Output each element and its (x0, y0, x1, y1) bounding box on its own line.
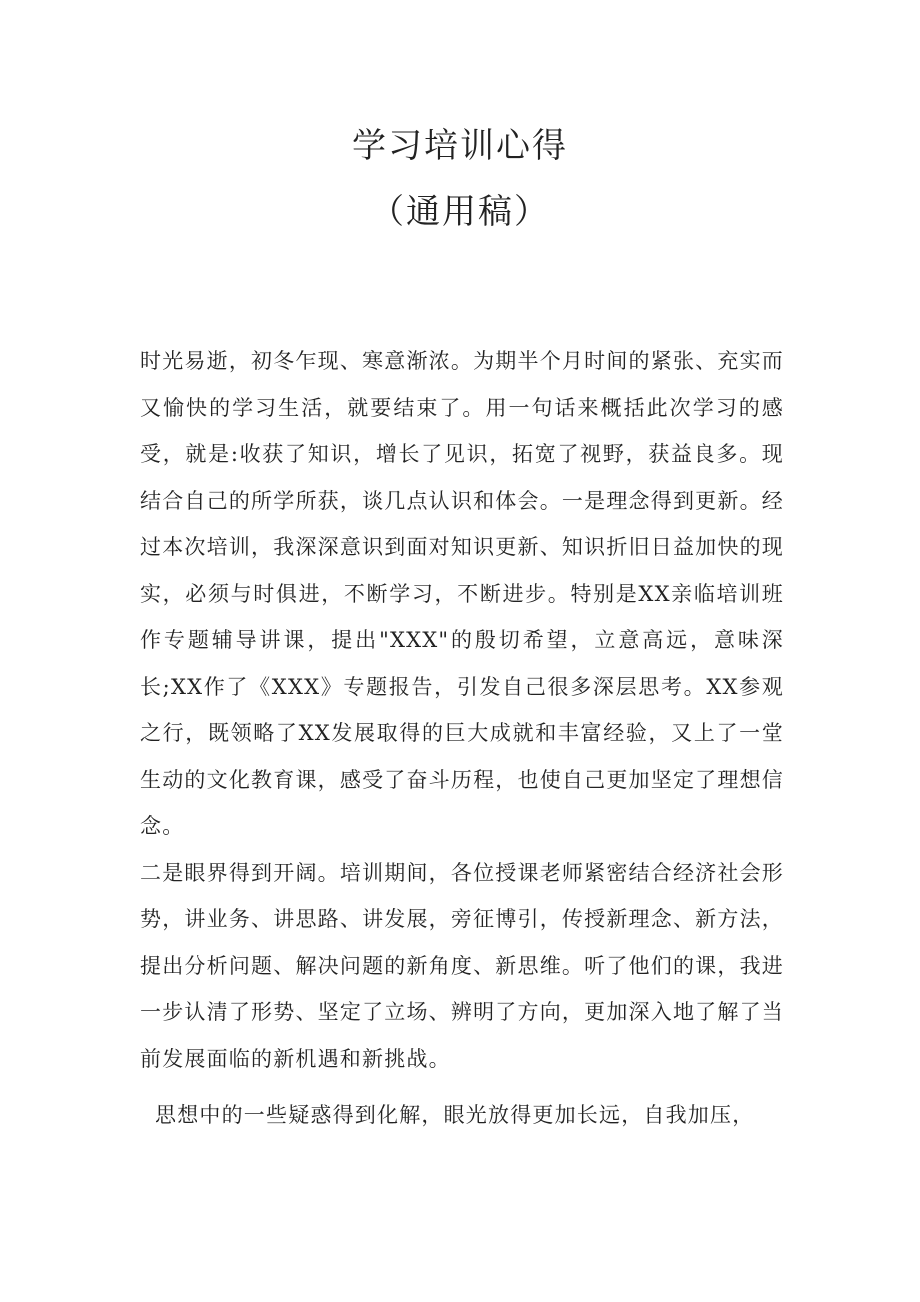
paragraph-3: 思想中的一些疑惑得到化解，眼光放得更加长远，自我加压， (155, 1103, 755, 1127)
paragraph-2: 二是眼界得到开阔。培训期间，各位授课老师紧密结合经济社会形势，讲业务、讲思路、讲发展，旁征博引，传授新理念、新方法，提出分析问题、解决问题的新角度、新思维。听了他们的课，我进一步认清了形势、坚定了立场、辨明了方向，更加深入地了解了当前发展面临的新机遇和新挑战。 (140, 860, 784, 1071)
document-body (140, 338, 784, 1139)
paragraph-1: 时光易逝，初冬乍现、寒意渐浓。为期半个月时间的紧张、充实而又愉快的学习生活，就要结束了。用一句话来概括此次学习的感受，就是:收获了知识，增长了见识，拓宽了视野，获益良多。现结合自己的所学所获，谈几点认识和体会。一是理念得到更新。经过本次培训，我深深意识到面对知识更新、知识折旧日益加快的现实，必须与时俱进，不断学习，不断进步。特别是XX亲临培训班作专题辅导讲课，提出"XXX"的殷切希望，立意高远，意味深长;XX作了《XXX》专题报告，引发自己很多深层思考。XX参观之行，既领略了XX发展取得的巨大成就和丰富经验，又上了一堂生动的文化教育课，感受了奋斗历程，也使自己更加坚定了理想信念。 (140, 349, 784, 838)
document-subtitle: （通用稿） (370, 192, 550, 232)
document-title: 学习培训心得 (352, 126, 568, 166)
